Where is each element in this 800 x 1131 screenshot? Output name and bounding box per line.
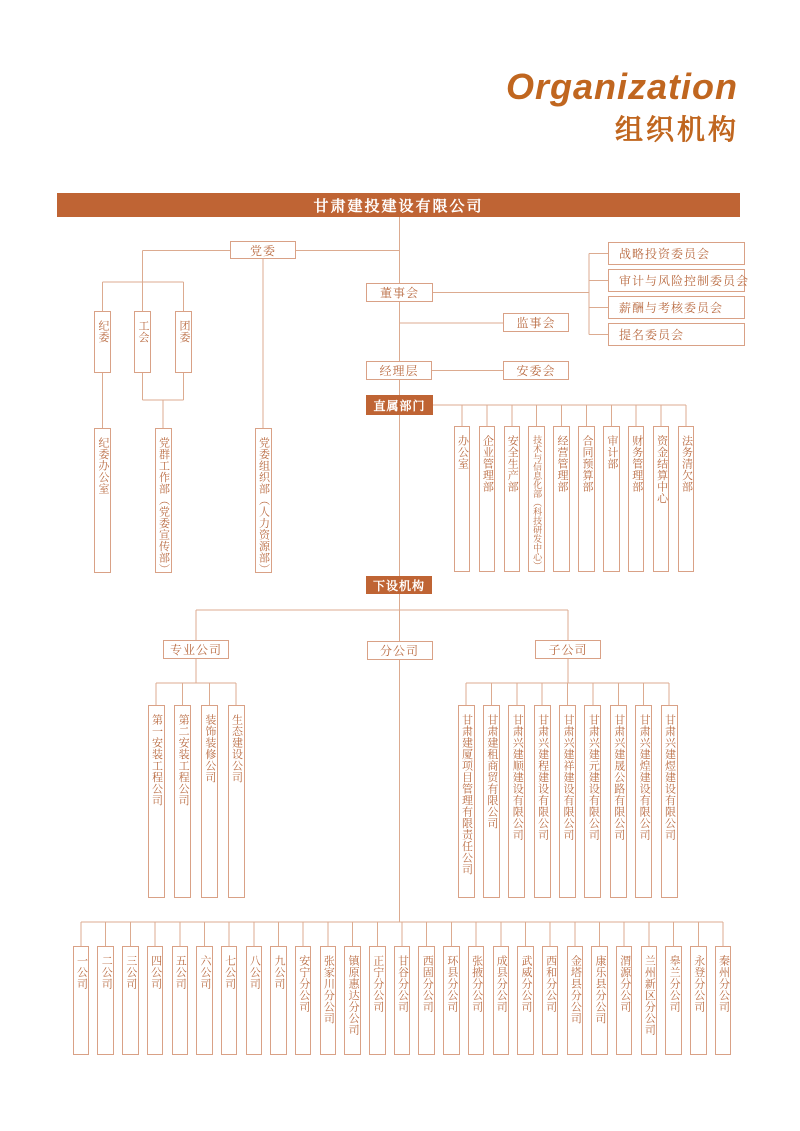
page-title-english: Organization — [505, 66, 738, 107]
branch-company-box: 金塔县分公司 — [567, 946, 584, 1055]
branch-company-box: 三公司 — [122, 946, 139, 1055]
subsidiary-box: 甘肃兴建程建设有限公司 — [534, 705, 551, 898]
subsidiary-box: 甘肃兴建元建设有限公司 — [584, 705, 601, 898]
branch-company-box: 九公司 — [270, 946, 287, 1055]
audit-risk-control-committee-box: 审计与风险控制委员会 — [608, 269, 745, 292]
branch-company-box: 兰州新区分公司 — [641, 946, 658, 1055]
branch-company-box: 正宁分公司 — [369, 946, 386, 1055]
branch-company-box: 永登分公司 — [690, 946, 707, 1055]
strategy-investment-committee-box: 战略投资委员会 — [608, 242, 745, 265]
professional-company-box: 生态建设公司 — [228, 705, 245, 898]
direct-departments-header: 直属部门 — [366, 395, 433, 415]
subsidiary-box: 甘肃兴建祥建设有限公司 — [559, 705, 576, 898]
professional-company-box: 第一安装工程公司 — [148, 705, 165, 898]
branch-company-box: 康乐县分公司 — [591, 946, 608, 1055]
subsidiary-box: 甘肃兴建顺建设有限公司 — [508, 705, 525, 898]
branch-company-box: 西固分公司 — [418, 946, 435, 1055]
board-of-directors-box: 董事会 — [366, 283, 433, 302]
labor-union-box: 工会 — [134, 311, 151, 373]
branch-company-box: 渭源分公司 — [616, 946, 633, 1055]
management-layer-box: 经理层 — [366, 361, 432, 380]
branch-company-box: 四公司 — [147, 946, 164, 1055]
branch-company-box: 六公司 — [196, 946, 213, 1055]
party-committee-box: 党委 — [230, 241, 296, 259]
branch-company-box: 张掖分公司 — [468, 946, 485, 1055]
party-organization-dept-box: 党委组织部（人力资源部） — [255, 428, 272, 573]
branch-company-box: 张家川分公司 — [320, 946, 337, 1055]
branch-company-box: 镇原惠达分公司 — [344, 946, 361, 1055]
subsidiaries-group-box: 子公司 — [535, 640, 601, 659]
branch-company-box: 一公司 — [73, 946, 90, 1055]
nomination-committee-box: 提名委员会 — [608, 323, 745, 346]
party-mass-work-dept-box: 党群工作部（党委宣传部） — [155, 428, 172, 573]
professional-companies-group-box: 专业公司 — [163, 640, 229, 659]
subsidiary-box: 甘肃兴建煜建设有限公司 — [661, 705, 678, 898]
professional-company-box: 装饰装修公司 — [201, 705, 218, 898]
safety-committee-box: 安委会 — [503, 361, 569, 380]
subsidiary-box: 甘肃建租商贸有限公司 — [483, 705, 500, 898]
youth-league-box: 团委 — [175, 311, 192, 373]
subsidiary-box: 甘肃兴建晟公路有限公司 — [610, 705, 627, 898]
discipline-office-box: 纪委办公室 — [94, 428, 111, 573]
department-box: 审计部 — [603, 426, 620, 572]
department-box: 合同预算部 — [578, 426, 595, 572]
professional-company-box: 第二安装工程公司 — [174, 705, 191, 898]
branch-company-box: 安宁分公司 — [295, 946, 312, 1055]
branch-company-box: 西和分公司 — [542, 946, 559, 1055]
department-box: 技术与信息化部（科技研发中心） — [528, 426, 545, 572]
page-title-chinese: 组织机构 — [614, 114, 739, 145]
department-box: 办公室 — [454, 426, 471, 572]
department-box: 法务清欠部 — [678, 426, 695, 572]
branch-company-box: 成县分公司 — [493, 946, 510, 1055]
company-header-bar: 甘肃建投建设有限公司 — [57, 193, 740, 217]
department-box: 财务管理部 — [628, 426, 645, 572]
branch-company-box: 二公司 — [97, 946, 114, 1055]
department-box: 资金结算中心 — [653, 426, 670, 572]
discipline-committee-box: 纪委 — [94, 311, 111, 373]
branch-company-box: 环县分公司 — [443, 946, 460, 1055]
department-box: 经营管理部 — [553, 426, 570, 572]
branch-company-box: 八公司 — [246, 946, 263, 1055]
subsidiary-box: 甘肃兴建煌建设有限公司 — [635, 705, 652, 898]
compensation-assessment-committee-box: 薪酬与考核委员会 — [608, 296, 745, 319]
branch-company-box: 七公司 — [221, 946, 238, 1055]
subordinate-organs-header: 下设机构 — [366, 576, 432, 594]
subsidiary-box: 甘肃建厦项目管理有限责任公司 — [458, 705, 475, 898]
department-box: 安全生产部 — [504, 426, 521, 572]
branch-company-box: 武威分公司 — [517, 946, 534, 1055]
branch-company-box: 五公司 — [172, 946, 189, 1055]
branch-company-box: 秦州分公司 — [715, 946, 732, 1055]
branch-companies-group-box: 分公司 — [367, 641, 433, 660]
branch-company-box: 皋兰分公司 — [665, 946, 682, 1055]
supervisory-board-box: 监事会 — [503, 313, 569, 332]
department-box: 企业管理部 — [479, 426, 496, 572]
branch-company-box: 甘谷分公司 — [394, 946, 411, 1055]
